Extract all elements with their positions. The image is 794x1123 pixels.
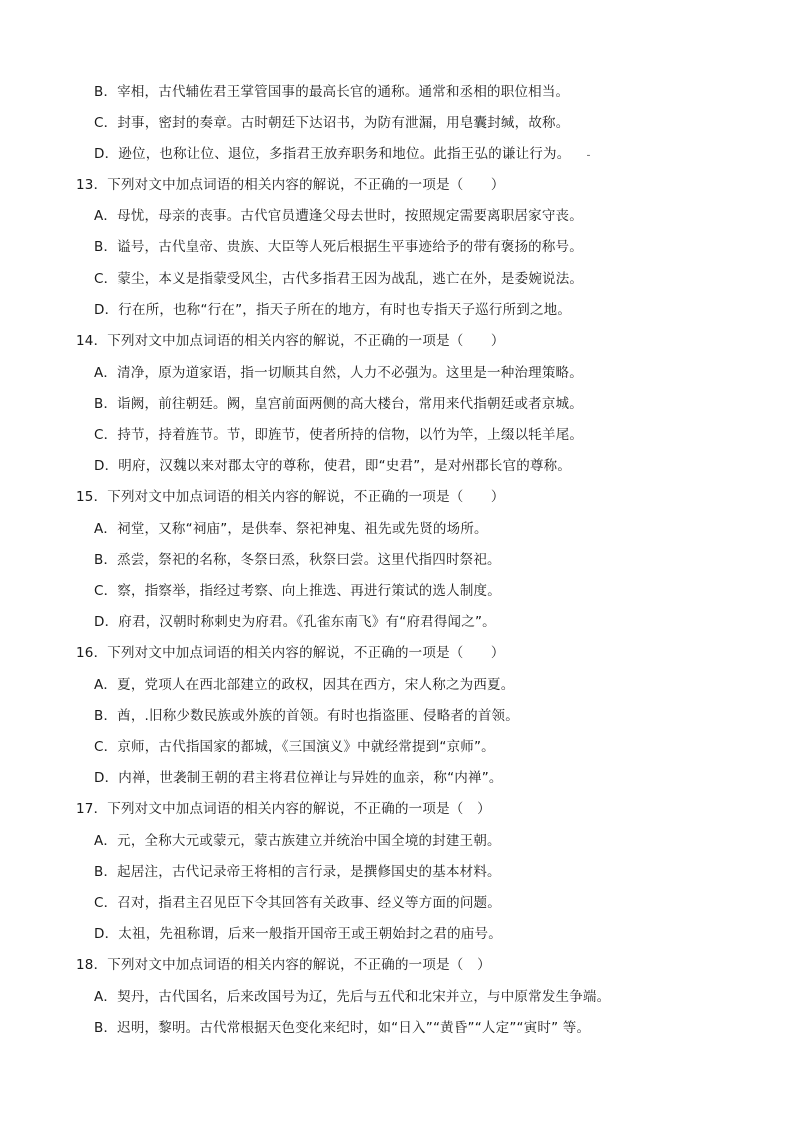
- option-14-b: B．诣阙，前往朝廷。阙，皇宫前面两侧的高大楼台，常用来代指朝廷或者京城。: [94, 396, 583, 412]
- option-16-b: B．酋，.旧称少数民族或外族的首领。有时也指盗匪、侵略者的首领。: [94, 708, 519, 724]
- option-13-d: D．行在所，也称“行在”，指天子所在的地方，有时也专指天子巡行所到之地。: [94, 302, 572, 318]
- option-12-b: B．宰相，古代辅佐君王掌管国事的最高长官的通称。通常和丞相的职位相当。: [94, 84, 570, 100]
- option-13-a: A．母忧，母亲的丧事。古代官员遭逢父母去世时，按照规定需要离职居家守丧。: [94, 208, 583, 224]
- question-13: 13．下列对文中加点词语的相关内容的解说，不正确的一项是（ ）: [76, 177, 505, 193]
- option-17-b: B．起居注，古代记录帝王将相的言行录，是撰修国史的基本材料。: [94, 864, 501, 880]
- option-15-c: C．察，指察举，指经过考察、向上推选、再进行策试的选人制度。: [94, 583, 501, 599]
- option-13-c: C．蒙尘，本义是指蒙受风尘，古代多指君王因为战乱，逃亡在外，是委婉说法。: [94, 271, 584, 287]
- question-18: 18．下列对文中加点词语的相关内容的解说，不正确的一项是（ ）: [76, 957, 491, 973]
- question-16: 16．下列对文中加点词语的相关内容的解说，不正确的一项是（ ）: [76, 645, 505, 661]
- option-17-a: A．元，全称大元或蒙元，蒙古族建立并统治中国全境的封建王朝。: [94, 833, 501, 849]
- option-14-c: C．持节，持着旌节。节，即旌节，使者所持的信物，以竹为竿，上缀以牦羊尾。: [94, 427, 584, 443]
- option-15-d: D．府君，汉朝时称刺史为府君。《孔雀东南飞》有“府君得闻之”。: [94, 614, 496, 630]
- option-17-d: D．太祖，先祖称谓，后来一般指开国帝王或王朝始封之君的庙号。: [94, 926, 502, 942]
- option-15-a: A．祠堂，又称“祠庙”，是供奉、祭祀神鬼、祖先或先贤的场所。: [94, 521, 488, 537]
- option-17-c: C．召对，指君主召见臣下令其回答有关政事、经义等方面的问题。: [94, 895, 501, 911]
- option-16-d: D．内禅，世袭制王朝的君主将君位禅让与异姓的血亲，称“内禅”。: [94, 770, 503, 786]
- option-18-a: A．契丹，古代国名，后来改国号为辽，先后与五代和北宋并立，与中原常发生争端。: [94, 989, 611, 1005]
- option-16-c: C．京师，古代指国家的都城，《三国演义》中就经常提到“京师”。: [94, 739, 495, 755]
- question-17: 17．下列对文中加点词语的相关内容的解说，不正确的一项是（ ）: [76, 801, 491, 817]
- option-12-c: C．封事，密封的奏章。古时朝廷下达诏书，为防有泄漏，用皂囊封缄，故称。: [94, 115, 570, 131]
- option-15-b: B．烝尝，祭祀的名称，冬祭曰烝，秋祭曰尝。这里代指四时祭祀。: [94, 552, 501, 568]
- question-15: 15．下列对文中加点词语的相关内容的解说，不正确的一项是（ ）: [76, 489, 505, 505]
- margin-mark: ˍ: [586, 146, 591, 157]
- option-18-b: B．迟明，黎明。古代常根据天色变化来纪时，如“日入”“黄昏”“人定”“寅时” 等。: [94, 1020, 591, 1036]
- option-14-a: A．清净，原为道家语，指一切顺其自然，人力不必强为。这里是一种治理策略。: [94, 365, 583, 381]
- option-16-a: A．夏，党项人在西北部建立的政权，因其在西方，宋人称之为西夏。: [94, 677, 515, 693]
- option-14-d: D．明府，汉魏以来对郡太守的尊称，使君，即“史君”，是对州郡长官的尊称。: [94, 458, 572, 474]
- option-13-b: B．谥号，古代皇帝、贵族、大臣等人死后根据生平事迹给予的带有褒扬的称号。: [94, 239, 583, 255]
- option-12-d: D．逊位，也称让位、退位，多指君王放弃职务和地位。此指王弘的谦让行为。: [94, 146, 571, 162]
- question-14: 14．下列对文中加点词语的相关内容的解说，不正确的一项是（ ）: [76, 333, 505, 349]
